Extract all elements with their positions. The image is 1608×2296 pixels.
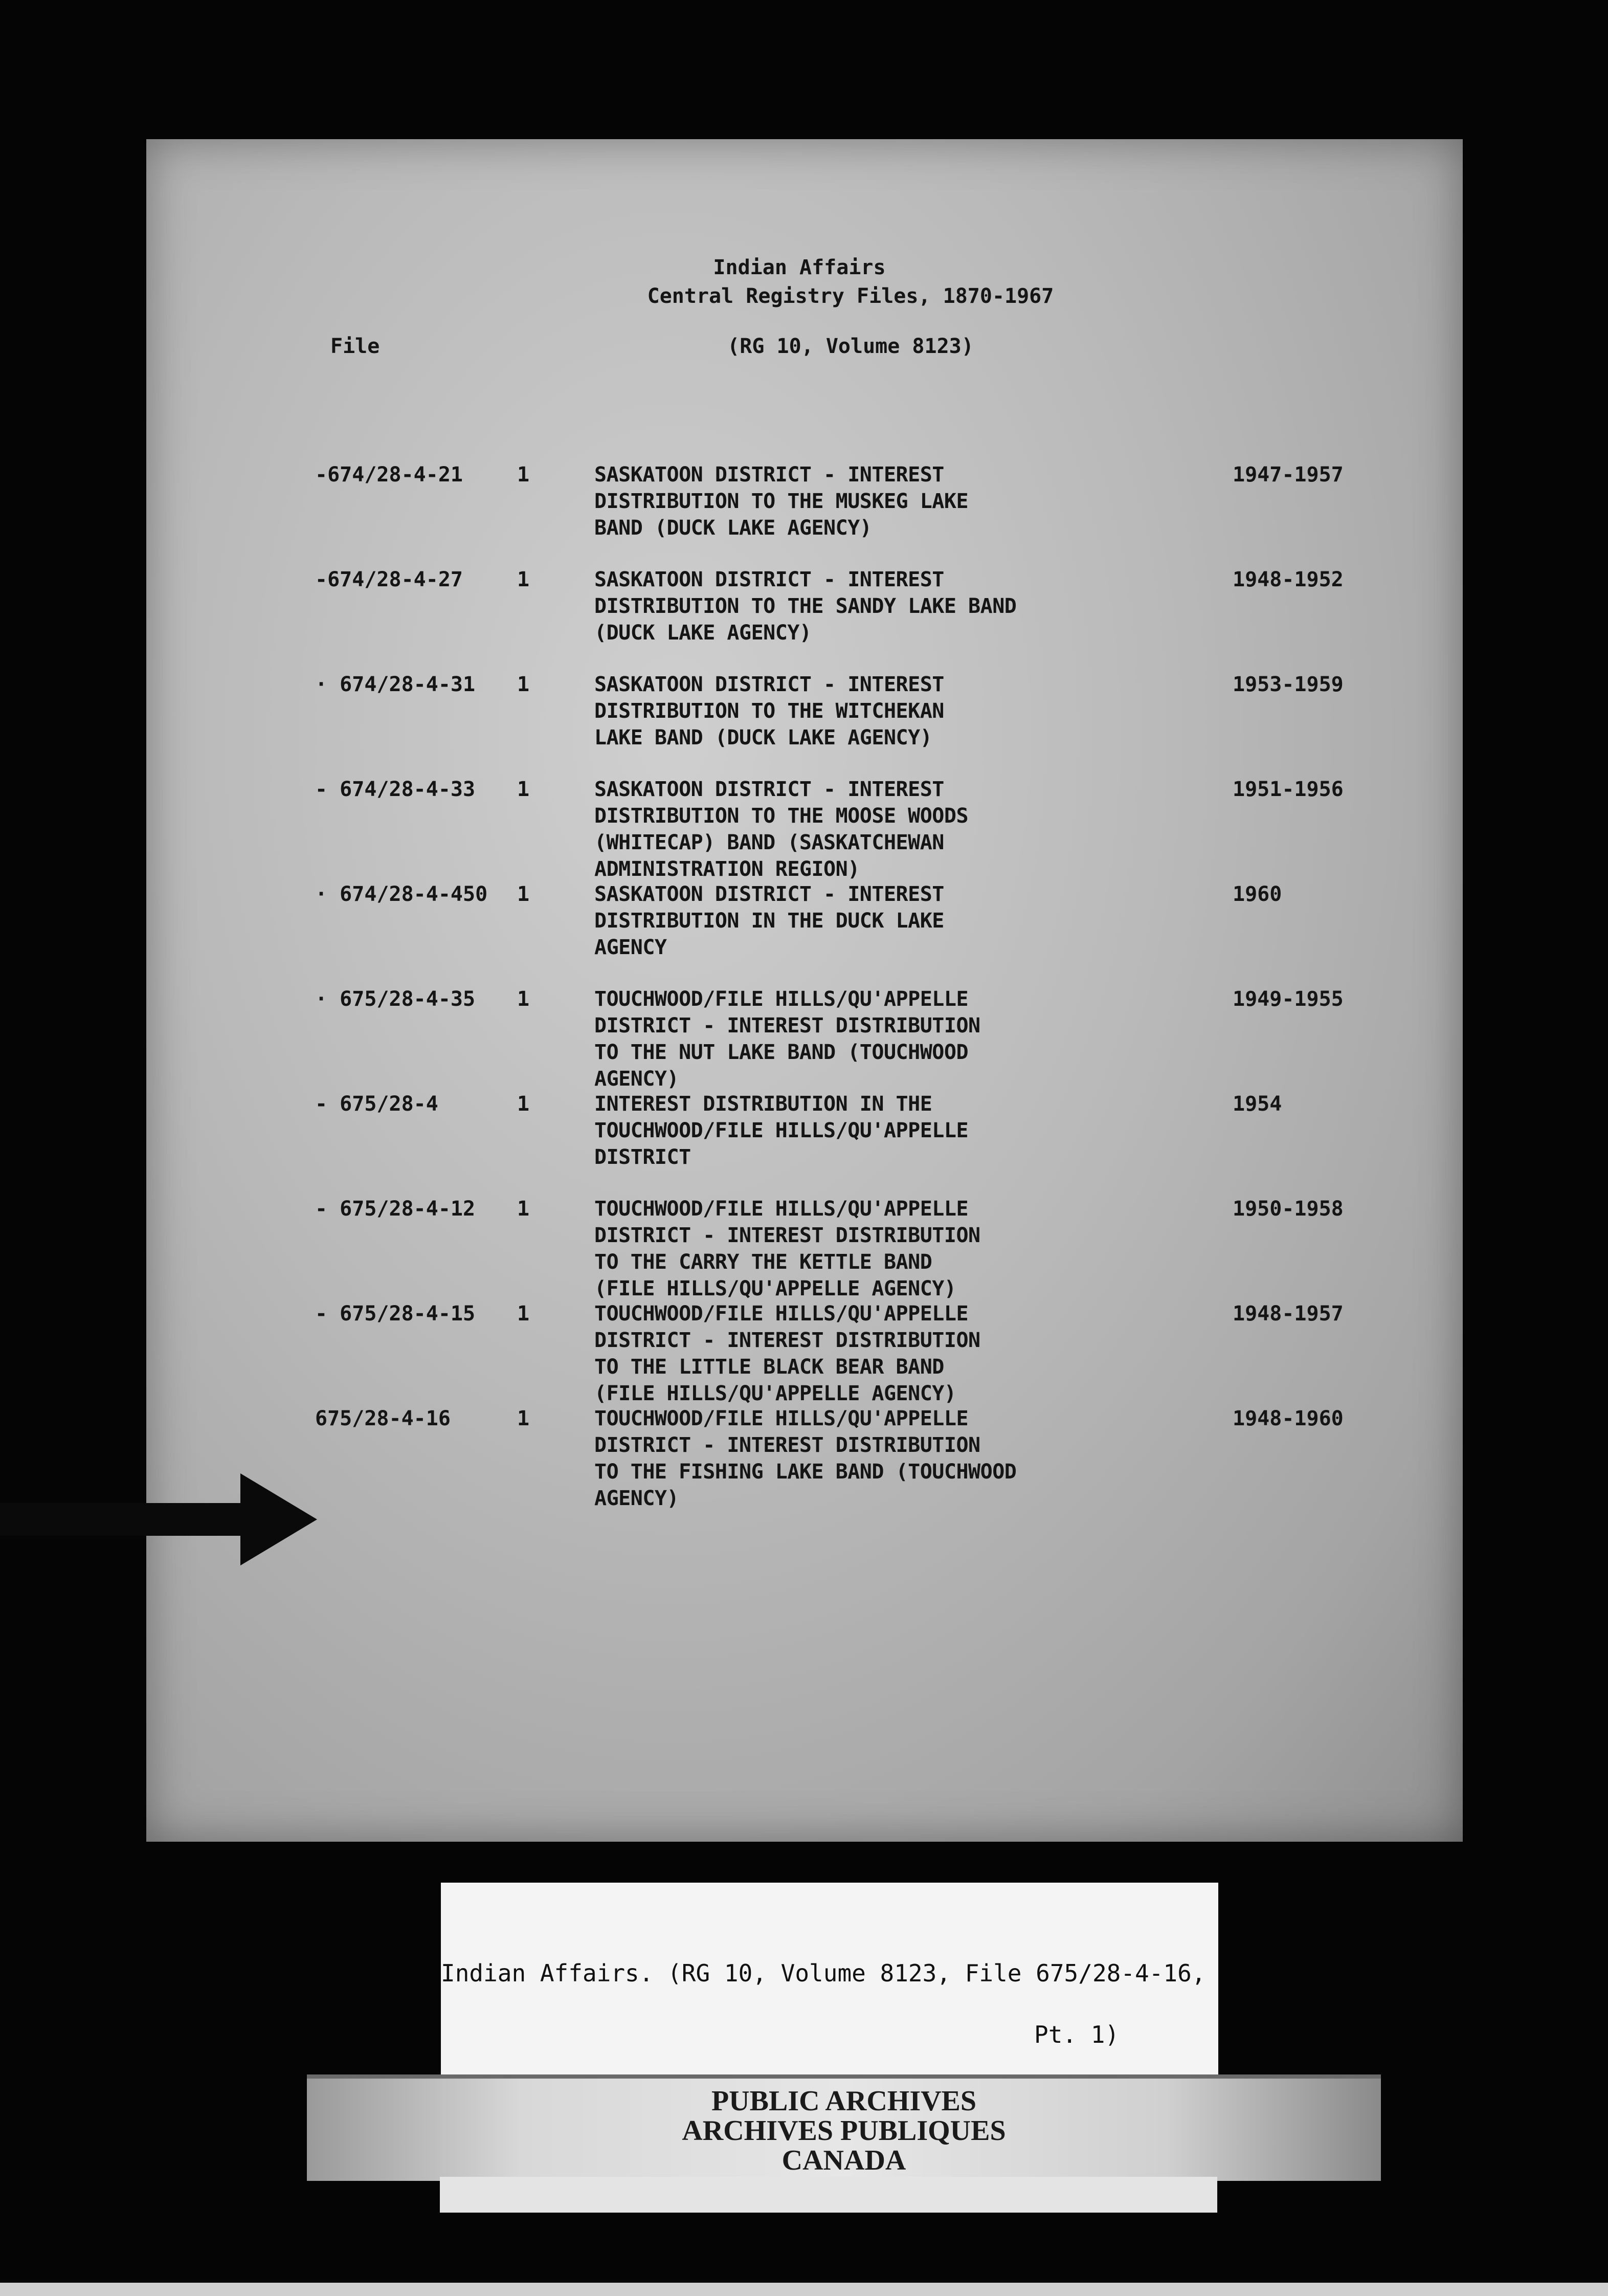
file-years: 1954 — [1233, 1092, 1282, 1116]
file-description: SASKATOON DISTRICT - INTEREST DISTRIBUTION TO THE SANDY LAKE BAND (DUCK LAKE AGENCY) — [594, 568, 1017, 645]
file-years: 1960 — [1233, 882, 1282, 906]
file-description: SASKATOON DISTRICT - INTEREST DISTRIBUTION IN THE DUCK LAKE AGENCY — [594, 882, 944, 959]
file-entry — [146, 566, 1463, 671]
file-number: · 675/28-4-35 — [315, 987, 476, 1011]
file-part: 1 — [517, 1092, 530, 1116]
file-number: 675/28-4-16 — [315, 1407, 451, 1430]
file-description: TOUCHWOOD/FILE HILLS/QU'APPELLE DISTRICT - INTEREST DISTRIBUTION TO THE FISHING LAKE BAND (TOUCHWOOD AGENCY) — [594, 1407, 1017, 1510]
file-part: 1 — [517, 463, 530, 487]
stamp-line-2: ARCHIVES PUBLIQUES — [682, 2115, 1006, 2147]
stamp-line-1: PUBLIC ARCHIVES — [711, 2085, 977, 2117]
document-page — [146, 139, 1463, 1842]
file-number: - 675/28-4-12 — [315, 1197, 476, 1221]
file-part: 1 — [517, 1197, 530, 1221]
card-bottom-edge — [440, 2177, 1217, 2213]
file-list — [146, 461, 1463, 1510]
file-entry — [146, 881, 1463, 986]
caption-card — [441, 1883, 1218, 2103]
file-entry — [146, 776, 1463, 881]
file-number: -674/28-4-27 — [315, 568, 463, 591]
file-years: 1951-1956 — [1233, 778, 1344, 801]
file-entry — [146, 461, 1463, 566]
file-years: 1950-1958 — [1233, 1197, 1344, 1221]
file-description: SASKATOON DISTRICT - INTEREST DISTRIBUTION TO THE MUSKEG LAKE BAND (DUCK LAKE AGENCY) — [594, 463, 969, 540]
caption-part: Pt. 1) — [1034, 2021, 1120, 2048]
file-description: SASKATOON DISTRICT - INTEREST DISTRIBUTION TO THE MOOSE WOODS (WHITECAP) BAND (SASKATCHEWAN ADMINISTRATION REGION) — [594, 778, 969, 881]
file-years: 1948-1952 — [1233, 568, 1344, 591]
file-number: - 675/28-4 — [315, 1092, 438, 1116]
file-years: 1953-1959 — [1233, 673, 1344, 696]
caption-reference: Indian Affairs. (RG 10, Volume 8123, File 675/28-4-16, — [441, 1959, 1206, 1987]
document-subtitle: Central Registry Files, 1870-1967 — [647, 284, 1054, 308]
file-part: 1 — [517, 1302, 530, 1326]
file-description: TOUCHWOOD/FILE HILLS/QU'APPELLE DISTRICT - INTEREST DISTRIBUTION TO THE NUT LAKE BAND (TOUCHWOOD AGENCY) — [594, 987, 980, 1091]
file-description: INTEREST DISTRIBUTION IN THE TOUCHWOOD/FILE HILLS/QU'APPELLE DISTRICT — [594, 1092, 969, 1169]
file-years: 1947-1957 — [1233, 463, 1344, 487]
file-description: SASKATOON DISTRICT - INTEREST DISTRIBUTION TO THE WITCHEKAN LAKE BAND (DUCK LAKE AGENCY) — [594, 673, 944, 749]
file-part: 1 — [517, 673, 530, 696]
file-entry — [146, 1091, 1463, 1196]
file-entry — [146, 986, 1463, 1091]
file-description: TOUCHWOOD/FILE HILLS/QU'APPELLE DISTRICT - INTEREST DISTRIBUTION TO THE LITTLE BLACK BEAR BAND (FILE HILLS/QU'APPELLE AGENCY) — [594, 1302, 980, 1405]
file-years: 1949-1955 — [1233, 987, 1344, 1011]
pointer-arrow-icon — [0, 1468, 317, 1571]
file-part: 1 — [517, 882, 530, 906]
file-part: 1 — [517, 568, 530, 591]
file-number: - 674/28-4-33 — [315, 778, 476, 801]
file-number: · 674/28-4-31 — [315, 673, 476, 696]
stamp-line-3: CANADA — [781, 2145, 906, 2176]
file-description: TOUCHWOOD/FILE HILLS/QU'APPELLE DISTRICT - INTEREST DISTRIBUTION TO THE CARRY THE KETTLE BAND (FILE HILLS/QU'APPELLE AGENCY) — [594, 1197, 980, 1300]
file-number: · 674/28-4-450 — [315, 882, 488, 906]
file-years: 1948-1960 — [1233, 1407, 1344, 1430]
file-entry-highlighted — [146, 1405, 1463, 1510]
scan-edge — [0, 2283, 1608, 2296]
file-column-label: File — [330, 335, 380, 358]
file-entry — [146, 671, 1463, 776]
file-number: - 675/28-4-15 — [315, 1302, 476, 1326]
file-number: -674/28-4-21 — [315, 463, 463, 487]
file-entry — [146, 1300, 1463, 1405]
file-part: 1 — [517, 987, 530, 1011]
archives-stamp — [307, 2074, 1381, 2181]
volume-reference: (RG 10, Volume 8123) — [727, 335, 974, 358]
file-years: 1948-1957 — [1233, 1302, 1344, 1326]
file-part: 1 — [517, 778, 530, 801]
document-title: Indian Affairs — [713, 256, 886, 279]
file-part: 1 — [517, 1407, 530, 1430]
file-entry — [146, 1196, 1463, 1300]
